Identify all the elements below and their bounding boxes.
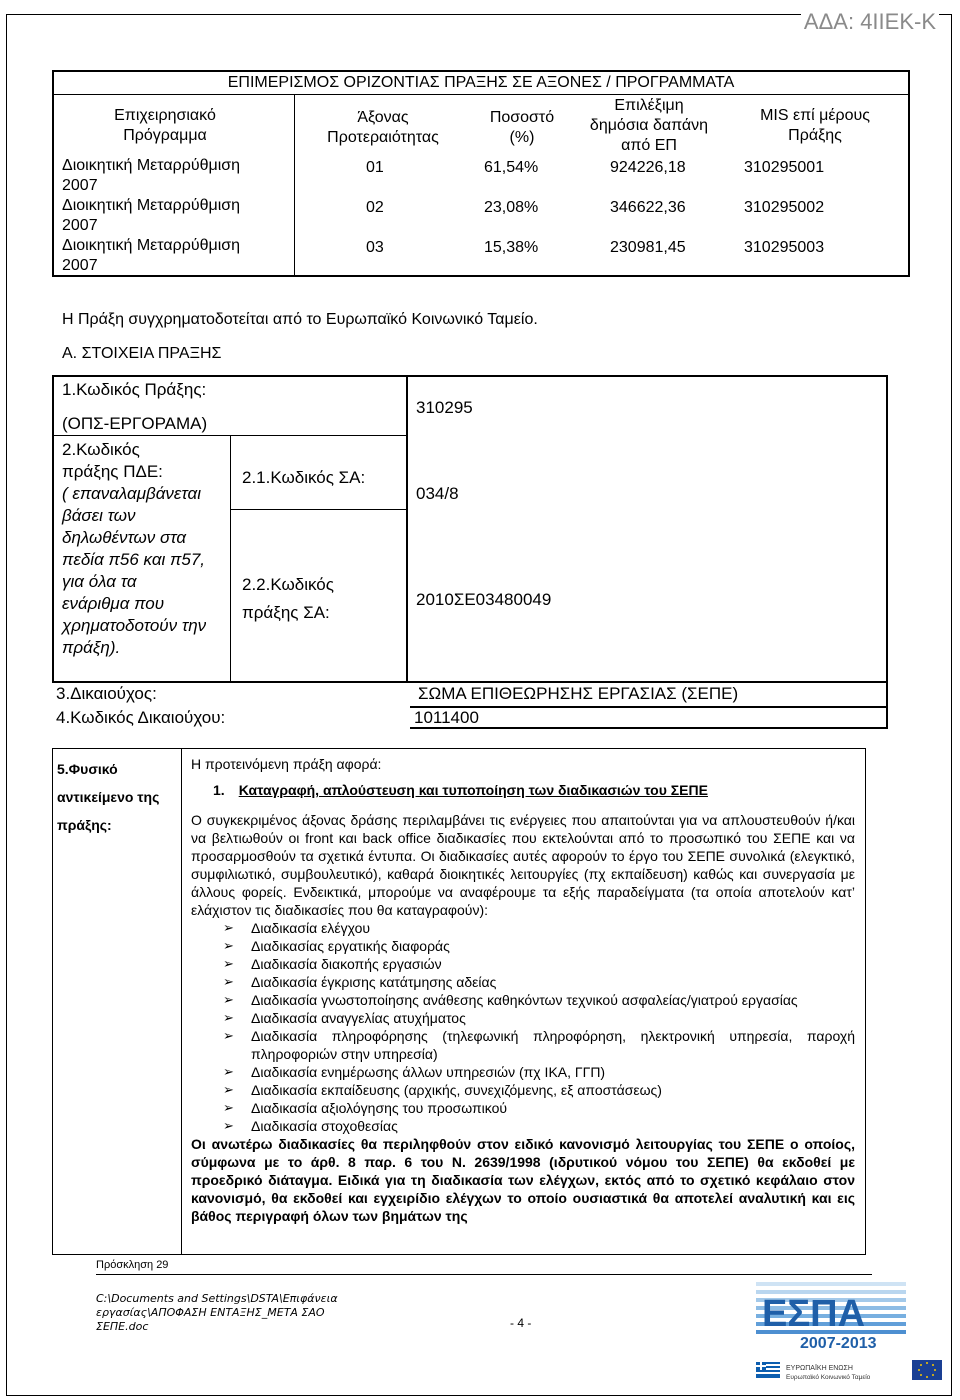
arrow-bullet-icon: ➢: [223, 1118, 234, 1133]
arrow-bullet-icon: ➢: [223, 974, 234, 989]
table-cell-mis: 310295001: [744, 159, 825, 176]
project-code-value: 310295: [416, 398, 473, 417]
list-item: ➢ Διαδικασία στοχοθεσίας: [223, 1118, 398, 1134]
beneficiary-code-value: 1011400: [414, 708, 479, 727]
ada-watermark: ΑΔΑ: 4ΙΙΕΚ-Κ: [801, 9, 939, 35]
physical-divider: [181, 749, 182, 1254]
list-item: ➢ Διαδικασία ενημέρωσης άλλων υπηρεσιών (πχ ΙΚΑ, ΓΓΠ): [223, 1064, 606, 1080]
arrow-bullet-icon: ➢: [223, 992, 234, 1007]
header-mis: MIS επί μέρους Πράξης: [760, 107, 870, 144]
espa-logo: [752, 1278, 948, 1386]
arrow-bullet-icon: ➢: [223, 920, 234, 935]
allocation-table: [52, 70, 910, 277]
eu-flag-icon: [912, 1360, 942, 1380]
footer-call: Πρόσκληση 29: [96, 1259, 169, 1271]
table-cell-pct: 23,08%: [484, 199, 539, 216]
project-info-box: [52, 375, 888, 683]
footer-rule: [96, 1274, 872, 1275]
list-item: ➢ Διαδικασία διακοπής εργασιών: [223, 956, 442, 972]
arrow-bullet-icon: ➢: [223, 956, 234, 971]
closing-paragraph: Οι ανωτέρω διαδικασίες θα περιληφθούν στον ειδικό κανονισμό λειτουργίας του ΣΕΠΕ ο οποίος, σύμφωνα με το άρθ. 8 παρ. 6 του Ν. 2639/1998 (ιδρυτικού νόμου του ΣΕΠΕ) θα εκδοθεί με προεδρικό διάταγμα. Ειδικά για τη διαδικασία των ελέγχων, εκτός από το σχετικό κεφάλαιο στον κανονισμό, θα εκδοθεί και εγχειρίδιο ελέγχων το οποίο ουσιαστικά θα αποτελεί αναλυτική και εις βάθος περιγραφή όλων των βημάτων της: [191, 1136, 855, 1224]
arrow-bullet-icon: ➢: [223, 1100, 234, 1115]
allocation-table-title: ΕΠΙΜΕΡΙΣΜΟΣ ΟΡΙΖΟΝΤΙΑΣ ΠΡΑΞΗΣ ΣΕ ΑΞΟΝΕΣ / ΠΡΟΓΡΑΜΜΑΤΑ: [54, 72, 908, 95]
beneficiary-label: 3.Δικαιούχος:: [56, 684, 157, 703]
table-cell-pct: 15,38%: [484, 239, 539, 256]
table-cell-axis: 02: [366, 199, 384, 216]
logo-years: 2007-2013: [800, 1335, 877, 1352]
header-expenditure: Επιλέξιμη δημόσια δαπάνη από ΕΠ: [589, 97, 709, 154]
table-row-program: Διοικητική Μεταρρύθμιση 2007: [62, 237, 241, 274]
table-cell-mis: 310295003: [744, 239, 825, 256]
beneficiary-code-label: 4.Κωδικός Δικαιούχου:: [56, 708, 226, 727]
info-divider: [406, 377, 408, 681]
physical-object-box: [52, 748, 866, 1255]
info-divider: [410, 706, 888, 708]
logo-caption-eu: ΕΥΡΩΠΑΪΚΗ ΕΝΩΣΗ: [786, 1365, 853, 1372]
header-axis: Άξονας Προτεραιότητας: [327, 109, 439, 146]
info-divider: [410, 727, 888, 729]
page-number: - 4 -: [510, 1316, 532, 1330]
list-item: ➢ Διαδικασίας εργατικής διαφοράς: [223, 938, 450, 954]
cofunding-statement: Η Πράξη συγχρηματοδοτείται από το Ευρωπαϊκό Κοινωνικό Ταμείο.: [62, 311, 538, 328]
arrow-bullet-icon: ➢: [223, 1010, 234, 1025]
table-cell-pct: 61,54%: [484, 159, 539, 176]
arrow-bullet-icon: ➢: [223, 1064, 234, 1079]
table-row-program: Διοικητική Μεταρρύθμιση 2007: [62, 157, 241, 194]
project-code-label: 1.Κωδικός Πράξης:: [62, 380, 207, 399]
project-code-sublabel: (ΟΠΣ-ΕΡΓΟΡΑΜΑ): [62, 414, 208, 433]
sa-project-code-value: 2010ΣΕ03480049: [416, 590, 552, 609]
footer-file-path: C:\Documents and Settings\DSTA\Επιφάνεια εργασίας\ΑΠΟΦΑΣΗ ΕΝΤΑΞΗΣ_ΜΕΤΑ ΣΑΟ ΣΕΠΕ.doc: [96, 1292, 338, 1333]
logo-text: ΕΣΠΑ: [762, 1293, 866, 1335]
action-description: Ο συγκεκριμένος άξονας δράσης περιλαμβάνει τις ενέργειες που απαιτούνται για να απλουστευθούν ή/και να βελτιωθούν οι front και back office διαδικασίες που εκτελούνται από το προσωπικό του ΣΕΠΕ και να προσαρμοσθούν τα σχετικά έντυπα. Οι διαδικασίες αυτές αφορούν το έργο του ΣΕΠΕ συνολικά (ελεγκτικό, συμφιλιωτικό, συμβουλευτικό), καθαρά διοικητικές λειτουργίες (πχ εκπαίδευση) καθώς και συνεργασία με άλλους φορείς. Ενδεικτικά, μπορούμε να αναφέρουμε τα εξής παραδείγματα (τα οποία αποτελούν κατ’ ελάχιστον τις διαδικασίες που θα καταγραφούν):: [191, 812, 855, 918]
list-item: ➢ Διαδικασία αξιολόγησης του προσωπικού: [223, 1100, 508, 1116]
info-divider: [886, 683, 888, 729]
pde-code-label: 2.Κωδικός πράξης ΠΔΕ: ( επαναλαμβάνεται βάσει των δηλωθέντων στα πεδία π56 και π57, για όλα τα ενάριθμα που χρηματοδοτούν την πράξη).: [62, 440, 207, 657]
list-item: ➢ Διαδικασία πληροφόρησης (τηλεφωνική πληροφόρηση, ηλεκτρονική υπηρεσία, παροχή πληροφοριών στην υπηρεσία): [223, 1028, 855, 1062]
list-item: ➢ Διαδικασία ελέγχου: [223, 920, 371, 936]
list-item: ➢ Διαδικασία έγκρισης κατάτμησης αδείας: [223, 974, 497, 990]
table-cell-expenditure: 924226,18: [610, 159, 686, 176]
section-a-heading: Α. ΣΤΟΙΧΕΙΑ ΠΡΑΞΗΣ: [62, 345, 222, 362]
header-percentage: Ποσοστό (%): [489, 109, 555, 146]
header-program: Επιχειρησιακό Πρόγραμμα: [114, 107, 216, 144]
list-item: ➢ Διαδικασία αναγγελίας ατυχήματος: [223, 1010, 466, 1026]
beneficiary-value: ΣΩΜΑ ΕΠΙΘΕΩΡΗΣΗΣ ΕΡΓΑΣΙΑΣ (ΣΕΠΕ): [418, 684, 739, 703]
table-cell-expenditure: 346622,36: [610, 199, 686, 216]
beneficiary-block: [52, 683, 888, 729]
sa-project-code-label: 2.2.Κωδικός πράξης ΣΑ:: [242, 575, 334, 622]
table-cell-axis: 01: [366, 159, 384, 176]
action-heading: 1. Καταγραφή, απλούστευση και τυποποίηση των διαδικασιών του ΣΕΠΕ: [213, 782, 708, 798]
info-divider: [230, 435, 231, 681]
greek-flag-icon: [756, 1362, 780, 1378]
table-row-program: Διοικητική Μεταρρύθμιση 2007: [62, 197, 241, 234]
info-divider: [230, 509, 406, 510]
physical-intro: Η προτεινόμενη πράξη αφορά:: [191, 756, 382, 772]
arrow-bullet-icon: ➢: [223, 938, 234, 953]
sa-code-value: 034/8: [416, 484, 459, 503]
table-cell-expenditure: 230981,45: [610, 239, 686, 256]
logo-caption-esf: Ευρωπαϊκό Κοινωνικό Ταμείο: [786, 1374, 871, 1381]
physical-object-content: [191, 755, 855, 1225]
sa-code-label: 2.1.Κωδικός ΣΑ:: [242, 468, 366, 487]
table-cell-axis: 03: [366, 239, 384, 256]
arrow-bullet-icon: ➢: [223, 1082, 234, 1097]
list-item: ➢ Διαδικασία εκπαίδευσης (αρχικής, συνεχιζόμενης, εξ αποστάσεως): [223, 1082, 662, 1098]
table-cell-mis: 310295002: [744, 199, 825, 216]
list-item: ➢ Διαδικασία γνωστοποίησης ανάθεσης καθηκόντων τεχνικού ασφαλείας/γιατρού εργασίας: [223, 992, 798, 1008]
arrow-bullet-icon: ➢: [223, 1028, 234, 1043]
table-divider: [294, 94, 295, 275]
physical-object-label: 5.Φυσικό αντικείμενο της πράξης:: [57, 761, 160, 833]
espa-logo-graphic: [752, 1278, 948, 1386]
procedure-list: [191, 919, 855, 1135]
